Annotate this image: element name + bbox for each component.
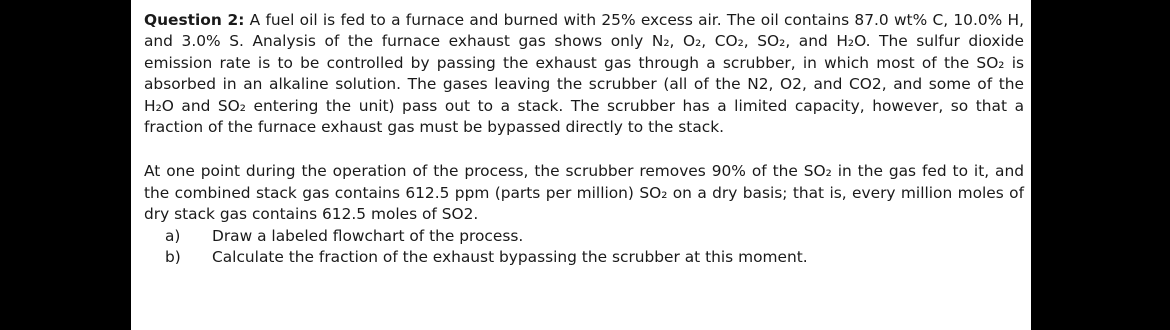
task-marker-a: a) bbox=[165, 226, 181, 245]
question-label: Question 2: bbox=[144, 11, 245, 29]
task-text-b: Calculate the fraction of the exhaust bypassing the scrubber at this moment. bbox=[212, 248, 808, 267]
task-list bbox=[144, 226, 1031, 269]
document-page bbox=[131, 0, 1031, 330]
task-text-a: Draw a labeled flowchart of the process. bbox=[212, 226, 524, 245]
task-item-a bbox=[165, 226, 1031, 247]
task-marker-b: b) bbox=[165, 248, 181, 267]
question-paragraph-1 bbox=[144, 10, 1024, 138]
question-paragraph-1-text: A fuel oil is fed to a furnace and burned with 25% excess air. The oil contains 87.0 wt% C, 10.0% H, and 3.0% S. Analysis of the furnace exhaust gas shows only N₂, O₂, CO₂, SO₂, and H₂O. The sulfur dioxide emission rate is to be controlled by passing the exhaust gas through a scrubber, in which most of the SO₂ is absorbed in an alkaline solution. The gases leaving the scrubber (all of the N2, O2, and CO2, and some of the H₂O and SO₂ entering the unit) pass out to a stack. The scrubber has a limited capacity, however, so that a fraction of the furnace exhaust gas must be bypassed directly to the stack. bbox=[144, 11, 1024, 137]
question-paragraph-2: At one point during the operation of the process, the scrubber removes 90% of the SO₂ in the gas fed to it, and the combined stack gas contains 612.5 ppm (parts per million) SO₂ on a dry basis; that is, every million moles of dry stack gas contains 612.5 moles of SO2. bbox=[144, 162, 1024, 224]
task-item-b bbox=[165, 247, 1031, 268]
